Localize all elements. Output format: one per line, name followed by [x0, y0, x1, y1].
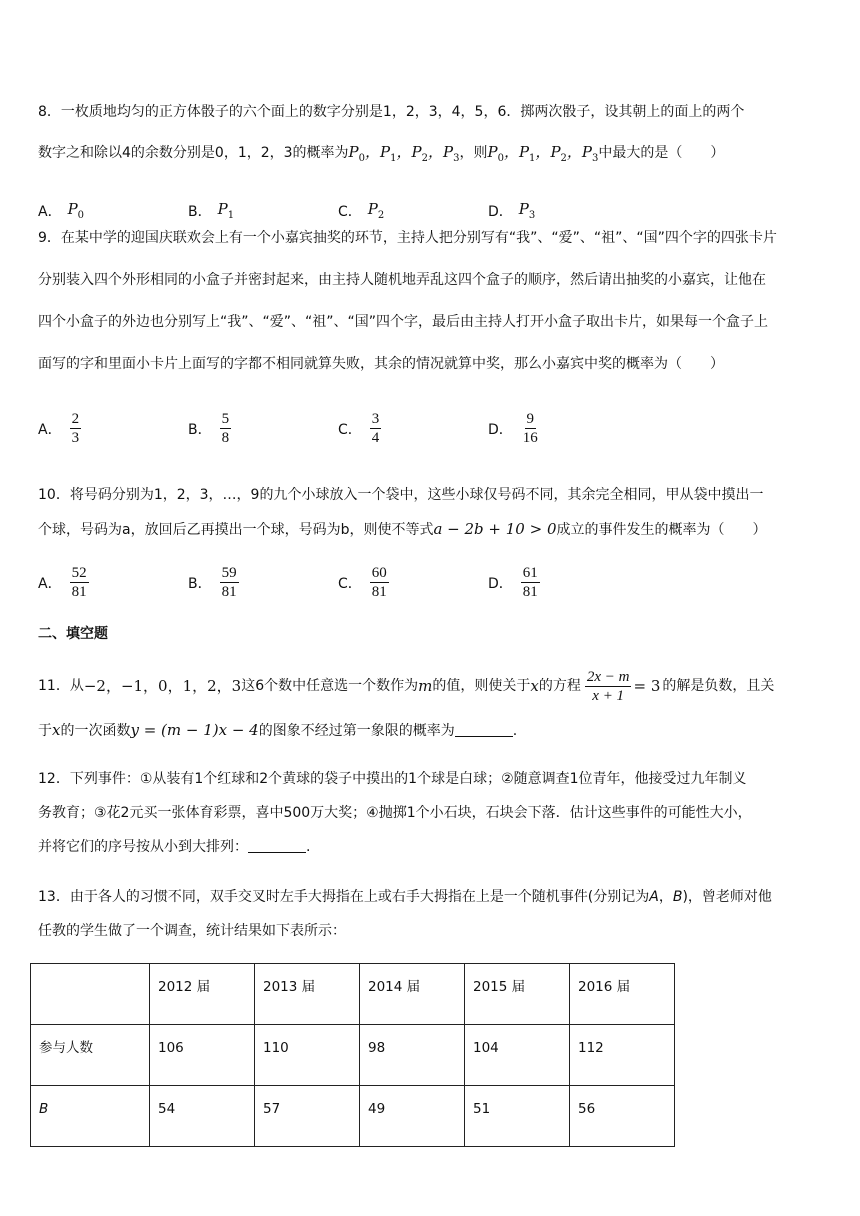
question-12	[38, 762, 826, 864]
table-cell: 2012 届	[150, 964, 255, 1025]
q12-line-3: 并将它们的序号按从小到大排列： .	[38, 839, 311, 855]
q9-line-3: 四个小盒子的外边也分别写上“我”、“爱”、“祖”、“国”四个字，最后由主持人打开小盒子取出卡片，如果每一个盒子上	[38, 314, 769, 330]
q9-options	[38, 410, 738, 454]
table-row	[31, 1025, 675, 1086]
q10-option-a[interactable]: A． $\frac{52}{81}$	[38, 565, 87, 600]
q10-options	[38, 564, 738, 608]
table-cell: 56	[570, 1086, 675, 1147]
survey-table	[30, 963, 675, 1147]
q11-line-1: 11．从 −2，−1，0，1，2，3 这6个数中任意选一个数作为 m 的值，则使关于 x 的方程 $\frac{2x - m}{x + 1}$ = 3 的解是负数，且关	[38, 668, 775, 704]
q9-option-c[interactable]: C． $\frac{3}{4}$	[338, 411, 380, 446]
q9-option-a[interactable]: A． $\frac{2}{3}$	[38, 411, 80, 446]
table-cell: 104	[465, 1025, 570, 1086]
table-cell: 2016 届	[570, 964, 675, 1025]
table-cell: B	[31, 1086, 150, 1147]
table-cell	[31, 964, 150, 1025]
table-cell: 98	[360, 1025, 465, 1086]
q9-option-d[interactable]: D． $\frac{9}{16}$	[488, 411, 538, 446]
table-row	[31, 1086, 675, 1147]
question-9	[38, 217, 826, 385]
table-cell: 51	[465, 1086, 570, 1147]
q10-option-d[interactable]: D． $\frac{61}{81}$	[488, 565, 538, 600]
q9-line-1: 9．在某中学的迎国庆联欢会上有一个小嘉宾抽奖的环节，主持人把分别写有“我”、“爱”、“祖”、“国”四个字的四张卡片	[38, 230, 777, 246]
inequality: a − 2b + 10 > 0	[433, 520, 557, 538]
q8-option-a[interactable]: A． $P_0$	[38, 200, 85, 221]
q9-line-2: 分别装入四个外形相同的小盒子并密封起来，由主持人随机地弄乱这四个盒子的顺序，然后请出抽奖的小嘉宾，让他在	[38, 272, 766, 288]
question-11	[38, 664, 826, 752]
table-cell: 112	[570, 1025, 675, 1086]
q9-line-4: 面写的字和里面小卡片上面写的字都不相同就算失败，其余的情况就算中奖，那么小嘉宾中奖的概率为（ ）	[38, 356, 724, 372]
p-list-1: $P_0$，$P_1$，$P_2$，$P_3$	[348, 143, 460, 164]
linear-function: y = (m − 1)x − 4	[130, 721, 259, 739]
answer-blank-11[interactable]	[455, 736, 513, 737]
table-header-row	[31, 964, 675, 1025]
p-list-2: $P_0$，$P_1$，$P_2$，$P_3$	[487, 143, 599, 164]
question-13	[38, 880, 826, 948]
question-10	[38, 478, 826, 546]
q9-option-b[interactable]: B． $\frac{5}{8}$	[188, 411, 230, 446]
q8-option-c[interactable]: C． $P_2$	[338, 200, 385, 221]
q12-line-1: 12．下列事件：①从装有1个红球和2个黄球的袋子中摸出的1个球是白球；②随意调查1位青年，他接受过九年制义	[38, 771, 747, 787]
q8-option-b[interactable]: B． $P_1$	[188, 200, 235, 221]
table-cell: 2013 届	[255, 964, 360, 1025]
q8-line-1: 8．一枚质地均匀的正方体骰子的六个面上的数字分别是1，2，3，4，5，6．掷两次骰子，设其朝上的面上的两个	[38, 104, 745, 120]
q13-line-2: 任教的学生做了一个调查，统计结果如下表所示：	[38, 923, 346, 939]
q13-line-1: 13．由于各人的习惯不同，双手交叉时左手大拇指在上或右手大拇指在上是一个随机事件(分别记为A，B)，曾老师对他	[38, 889, 772, 905]
section-title-fill-in: 二、填空题	[38, 626, 108, 642]
table-cell: 参与人数	[31, 1025, 150, 1086]
table-cell: 2014 届	[360, 964, 465, 1025]
q8-line-2: 数字之和除以4的余数分别是0，1，2，3的概率为$P_0$，$P_1$，$P_2$，$P_3$，则$P_0$，$P_1$，$P_2$，$P_3$中最大的是（ ）	[38, 143, 725, 164]
q10-line-2: 个球，号码为a，放回后乙再摸出一个球，号码为b，则使不等式a − 2b + 10 > 0成立的事件发生的概率为（ ）	[38, 520, 767, 538]
table-cell: 106	[150, 1025, 255, 1086]
table-cell: 2015 届	[465, 964, 570, 1025]
q12-line-2: 务教育；③花2元买一张体育彩票，喜中500万大奖；④抛掷1个小石块，石块会下落．估计这些事件的可能性大小，	[38, 805, 752, 821]
q11-line-2: 于x的一次函数y = (m − 1)x − 4的图象不经过第一象限的概率为 .	[38, 721, 518, 739]
q10-line-1: 10．将号码分别为1，2，3，…，9的九个小球放入一个袋中，这些小球仅号码不同，其余完全相同，甲从袋中摸出一	[38, 487, 764, 503]
q10-option-c[interactable]: C． $\frac{60}{81}$	[338, 565, 387, 600]
question-8	[38, 92, 826, 172]
table-cell: 110	[255, 1025, 360, 1086]
table-cell: 49	[360, 1086, 465, 1147]
answer-blank-12[interactable]	[248, 852, 306, 853]
equation-fraction: $\frac{2x - m}{x + 1}$	[586, 668, 630, 704]
table-cell: 54	[150, 1086, 255, 1147]
table-cell: 57	[255, 1086, 360, 1147]
q8-option-d[interactable]: D． $P_3$	[488, 200, 536, 221]
q10-option-b[interactable]: B． $\frac{59}{81}$	[188, 565, 237, 600]
